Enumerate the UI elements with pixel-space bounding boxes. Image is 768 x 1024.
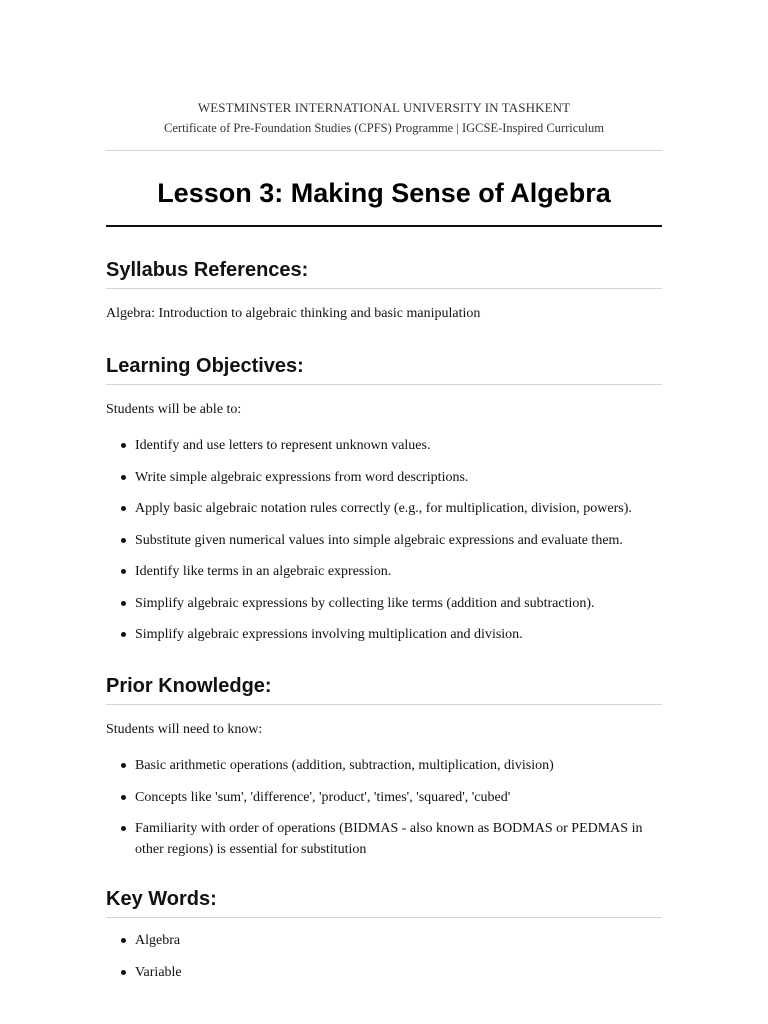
prior-knowledge-intro: Students will need to know: — [106, 722, 263, 737]
objectives-list — [106, 435, 662, 645]
syllabus-heading: Syllabus References: — [106, 257, 662, 289]
list-item: Apply basic algebraic notation rules correctly (e.g., for multiplication, division, powers). — [106, 498, 662, 519]
key-words-list — [106, 930, 662, 983]
syllabus-section — [106, 257, 662, 323]
list-item: Identify like terms in an algebraic expression. — [106, 561, 662, 582]
list-item: Write simple algebraic expressions from word descriptions. — [106, 467, 662, 488]
list-item: Basic arithmetic operations (addition, subtraction, multiplication, division) — [106, 755, 662, 776]
list-item: Identify and use letters to represent unknown values. — [106, 435, 662, 456]
key-words-heading: Key Words: — [106, 886, 662, 918]
document-header — [106, 0, 662, 136]
list-item: Simplify algebraic expressions involving multiplication and division. — [106, 624, 662, 645]
objectives-section — [106, 353, 662, 645]
list-item: Algebra — [106, 930, 662, 951]
objectives-heading: Learning Objectives: — [106, 353, 662, 385]
list-item: Simplify algebraic expressions by collecting like terms (addition and subtraction). — [106, 593, 662, 614]
document-page — [106, 0, 662, 983]
list-item: Concepts like 'sum', 'difference', 'product', 'times', 'squared', 'cubed' — [106, 787, 662, 808]
key-words-section — [106, 886, 662, 983]
programme-line: Certificate of Pre-Foundation Studies (CPFS) Programme | IGCSE-Inspired Curriculum — [164, 121, 604, 135]
list-item: Substitute given numerical values into simple algebraic expressions and evaluate them. — [106, 530, 662, 551]
prior-knowledge-section — [106, 673, 662, 860]
syllabus-text: Algebra: Introduction to algebraic thinking and basic manipulation — [106, 306, 481, 321]
prior-knowledge-heading: Prior Knowledge: — [106, 673, 662, 705]
prior-knowledge-list — [106, 755, 662, 860]
list-item: Familiarity with order of operations (BIDMAS - also known as BODMAS or PEDMAS in other regions) is essential for substitution — [106, 818, 662, 860]
list-item: Variable — [106, 962, 662, 983]
lesson-title: Lesson 3: Making Sense of Algebra — [157, 178, 611, 208]
institution-name: WESTMINSTER INTERNATIONAL UNIVERSITY IN TASHKENT — [197, 100, 571, 115]
title-divider — [106, 225, 662, 227]
objectives-intro: Students will be able to: — [106, 402, 242, 417]
